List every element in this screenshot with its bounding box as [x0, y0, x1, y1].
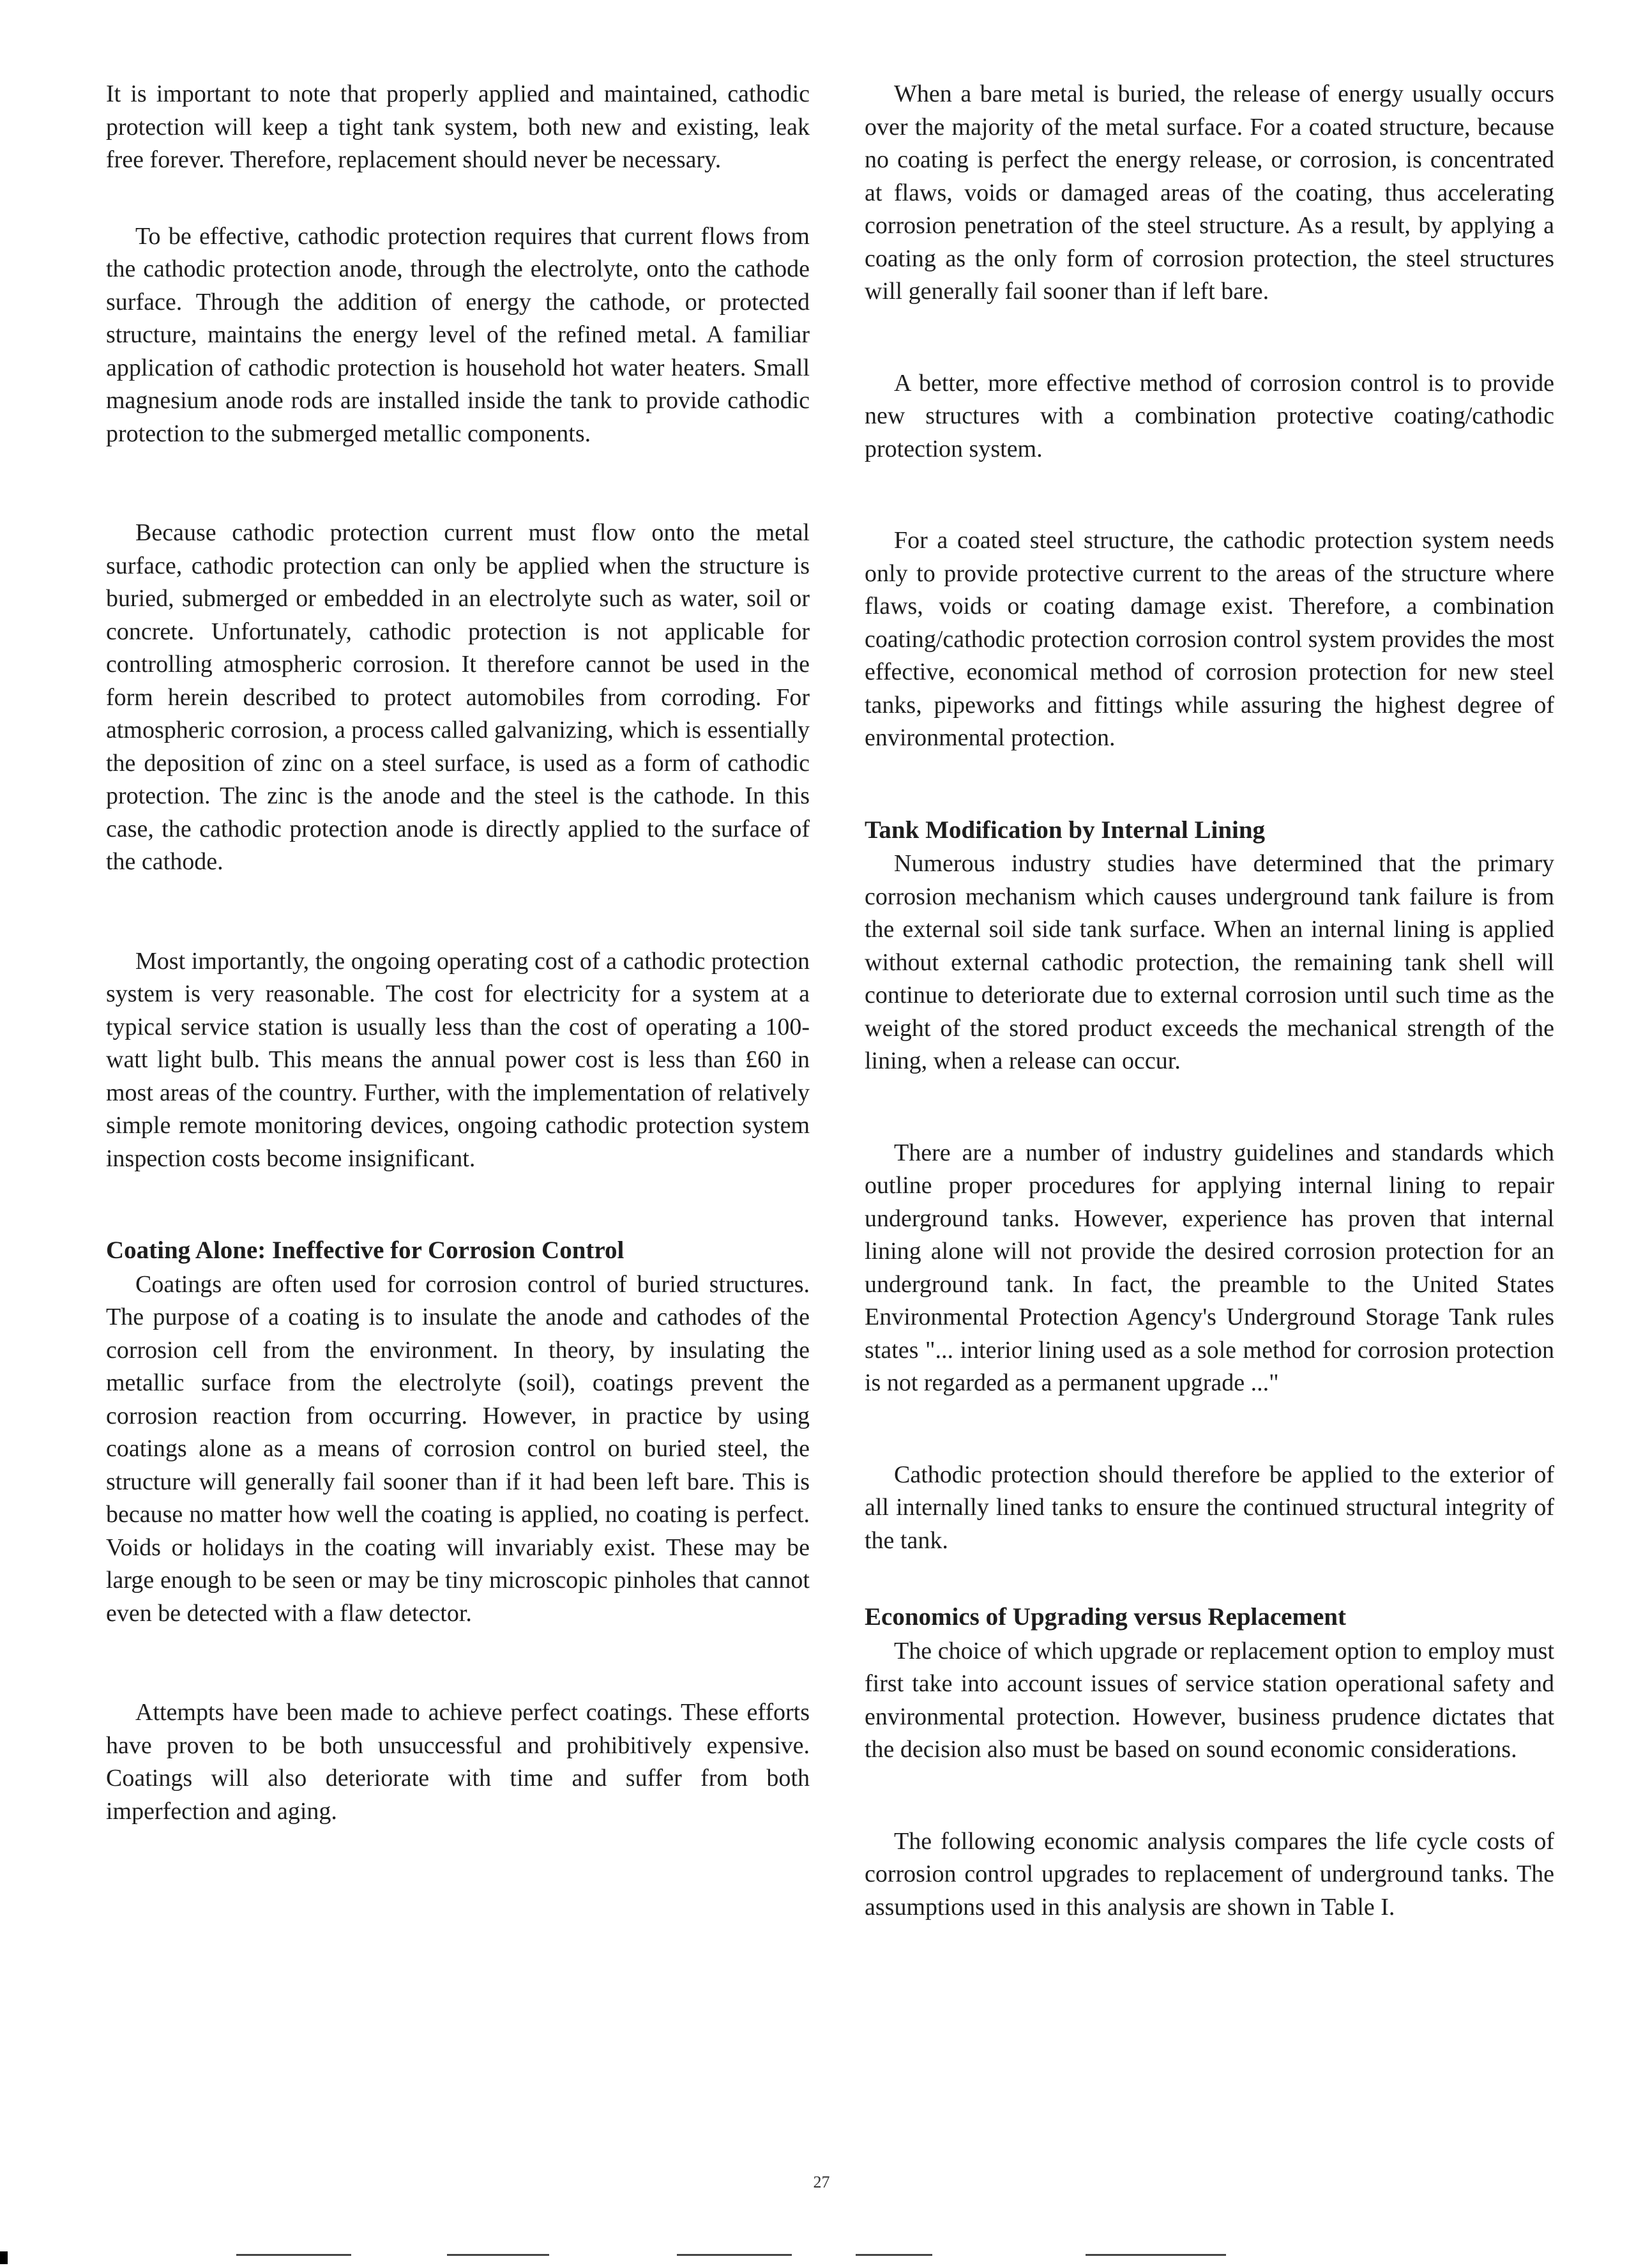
footer-rule	[236, 2254, 351, 2256]
footer-rule	[856, 2254, 932, 2256]
paragraph-economic-analysis: The following economic analysis compares the life cycle costs of corrosion control upgrades to replacement of underground tanks. The assumptions used in this analysis are shown in Table I.	[865, 1827, 1554, 1921]
right-column	[865, 78, 1554, 1924]
footer-rule	[677, 2254, 792, 2256]
paragraph-perfect-coatings: Attempts have been made to achieve perfect coatings. These efforts have proven to be both unsuccessful and prohibitively expensive. Coatings will also deteriorate with time and suffer from both imperfection and aging.	[106, 1699, 810, 1825]
paragraph-cp-effectiveness: To be effective, cathodic protection requires that current flows from the cathodic protection anode, through the electrolyte, onto the cathode surface. Through the addition of energy the cathode, or protected structure, maintains the energy level of the refined metal. A familiar application of cathodic protection is household hot water heaters. Small magnesium anode rods are installed inside the tank to provide cathodic protection to the submerged metallic components.	[106, 222, 810, 447]
left-column	[106, 78, 810, 1828]
footer-scan-marks	[0, 2251, 1643, 2264]
footer-rule	[1086, 2254, 1226, 2256]
footer-rule	[447, 2254, 549, 2256]
heading-economics: Economics of Upgrading versus Replacement	[865, 1603, 1346, 1631]
paragraph-upgrade-choice: The choice of which upgrade or replacement option to employ must first take into account issues of service station operational safety and environmental protection. However, business prudence dictates that the decision also must be based on sound economic considerations.	[865, 1637, 1554, 1763]
paragraph-operating-cost: Most importantly, the ongoing operating cost of a cathodic protection system is very reasonable. The cost for electricity for a system at a typical service station is usually less than the cost of operating a 100-watt light bulb. This means the annual power cost is less than £60 in most areas of the country. Further, with the implementation of relatively simple remote monitoring devices, ongoing cathodic protection system inspection costs become insignificant.	[106, 947, 810, 1172]
paragraph-coated-steel: For a coated steel structure, the cathodic protection system needs only to provide protective current to the areas of the structure where flaws, voids or coating damage exist. Therefore, a combination coating/cathodic protection corrosion control system provides the most effective, economical method of corrosion protection for new steel tanks, pipeworks and fittings while assuring the highest degree of environmental protection.	[865, 527, 1554, 751]
heading-coating-alone: Coating Alone: Ineffective for Corrosion Control	[106, 1237, 625, 1264]
paragraph-industry-studies: Numerous industry studies have determined that the primary corrosion mechanism which causes underground tank failure is from the external soil side tank surface. When an internal lining is applied without external cathodic protection, the remaining tank shell will continue to deteriorate due to external corrosion until such time as the weight of the stored product exceeds the mechanical strength of the lining, when a release can occur.	[865, 850, 1554, 1074]
page-number: 27	[813, 2173, 830, 2191]
heading-internal-lining: Tank Modification by Internal Lining	[865, 816, 1266, 844]
paragraph-cp-current-flow: Because cathodic protection current must flow onto the metal surface, cathodic protection can only be applied when the structure is buried, submerged or embedded in an electrolyte such as water, soil or concrete. Unfortunately, cathodic protection is not applicable for controlling atmospheric corrosion. It therefore cannot be used in the form herein described to protect automobiles from corroding. For atmospheric corrosion, a process called galvanizing, which is essentially the deposition of zinc on a steel surface, is used as a form of cathodic protection. The zinc is the anode and the steel is the cathode. In this case, the cathodic protection anode is directly applied to the surface of the cathode.	[106, 519, 810, 875]
paragraph-better-method: A better, more effective method of corrosion control is to provide new structures with a combination protective coating/cathodic protection system.	[865, 369, 1554, 462]
paragraph-coatings-usage: Coatings are often used for corrosion control of buried structures. The purpose of a coating is to insulate the anode and cathodes of the corrosion cell from the environment. In theory, by insulating the metallic surface from the electrolyte (soil), coatings prevent the corrosion reaction from occurring. However, in practice by using coatings alone as a means of corrosion control on buried steel, the structure will generally fail sooner than if it had been left bare. This is because no matter how well the coating is applied, no coating is perfect. Voids or holidays in the coating will invariably exist. These may be large enough to be seen or may be tiny microscopic pinholes that cannot even be detected with a flaw detector.	[106, 1270, 810, 1627]
paragraph-apply-exterior: Cathodic protection should therefore be applied to the exterior of all internally lined tanks to ensure the continued structural integrity of the tank.	[865, 1461, 1554, 1554]
paragraph-cp-leak-free: It is important to note that properly applied and maintained, cathodic protection will keep a tight tank system, both new and existing, leak free forever. Therefore, replacement should never be necessary.	[106, 80, 810, 173]
paragraph-bare-metal: When a bare metal is buried, the release of energy usually occurs over the majority of the metal surface. For a coated structure, because no coating is perfect the energy release, or corrosion, is concentrated at flaws, voids or damaged areas of the coating, thus accelerating corrosion penetration of the steel structure. As a result, by applying a coating as the only form of corrosion protection, the steel structures will generally fail sooner than if left bare.	[865, 80, 1554, 305]
edge-mark	[0, 2251, 8, 2264]
paragraph-guidelines: There are a number of industry guidelines and standards which outline proper procedures for applying internal lining to repair underground tanks. However, experience has proven that internal lining alone will not provide the desired corrosion protection for an underground tank. In fact, the preamble to the United States Environmental Protection Agency's Underground Storage Tank rules states "... interior lining used as a sole method for corrosion protection is not regarded as a permanent upgrade ..."	[865, 1139, 1554, 1396]
